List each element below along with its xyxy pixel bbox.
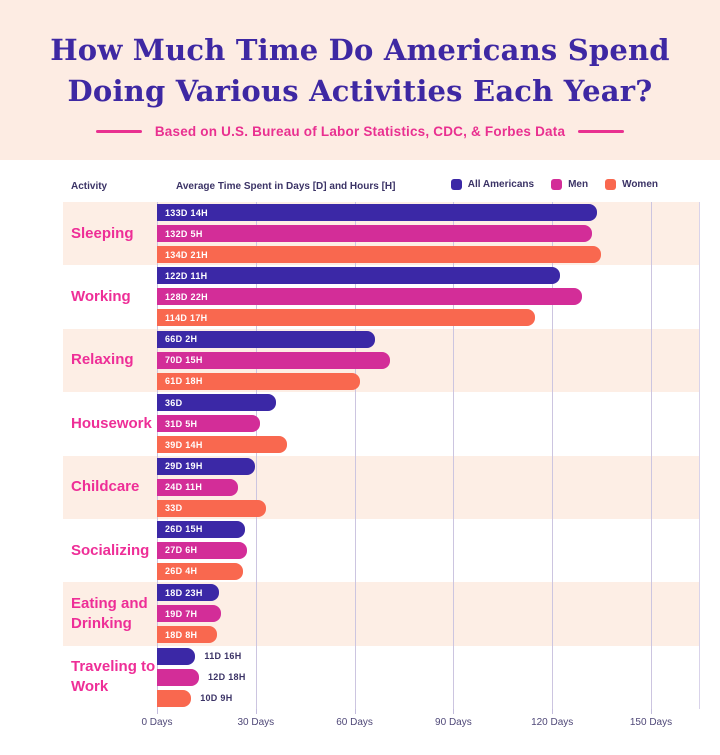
bar-all-americans [157, 458, 255, 475]
legend-label: Men [568, 179, 589, 190]
bar-value-label: 39D 14H [165, 439, 203, 450]
row-band-socializing [63, 519, 700, 582]
activity-label: Housework [71, 414, 152, 432]
bar-group [157, 458, 266, 521]
row-band-sleeping [63, 202, 700, 265]
bar-women [157, 626, 217, 643]
bar-group [157, 394, 287, 457]
legend-item-men [551, 179, 588, 190]
bar-value-label: 128D 22H [165, 291, 208, 302]
row-band-relaxing [63, 329, 700, 392]
activity-label: Sleeping [71, 224, 134, 242]
row-band-working [63, 265, 700, 328]
activity-label: Childcare [71, 478, 140, 496]
bar-value-label: 133D 14H [165, 207, 208, 218]
bar-men [157, 669, 199, 686]
bar-row [157, 352, 390, 369]
bar-all-americans [157, 584, 219, 601]
bar-row [157, 584, 221, 601]
bar-row [157, 479, 266, 496]
bar-all-americans [157, 331, 375, 348]
bar-group [157, 584, 221, 647]
legend-label: Women [622, 179, 658, 190]
bar-men [157, 605, 221, 622]
bar-women [157, 373, 360, 390]
page-title-line-2: Doing Various Activities Each Year? [67, 74, 653, 108]
bar-all-americans [157, 394, 276, 411]
axis-title: Average Time Spent in Days [D] and Hours [H] [176, 181, 396, 192]
bar-women [157, 309, 535, 326]
bar-men [157, 225, 592, 242]
chart-header-row [63, 172, 700, 202]
bar-value-label: 18D 23H [165, 587, 203, 598]
bar-row [157, 331, 390, 348]
bar-value-label: 29D 19H [165, 461, 203, 471]
all-americans-swatch-icon [451, 179, 462, 190]
axis-tick [256, 709, 257, 714]
plot-right-border [699, 202, 700, 709]
bar-group [157, 267, 582, 330]
bar-value-label: 19D 7H [165, 608, 198, 619]
bar-value-label: 61D 18H [165, 376, 203, 387]
activity-label: Relaxing [71, 351, 134, 369]
bar-value-label: 33D [165, 503, 183, 513]
bar-row [157, 436, 287, 453]
bar-row [157, 669, 246, 686]
bar-group [157, 331, 390, 394]
bar-value-label: 10D 9H [200, 693, 233, 704]
women-swatch-icon [605, 179, 616, 190]
bar-row [157, 521, 247, 538]
bar-women [157, 690, 191, 707]
legend-item-women [605, 179, 658, 190]
subtitle-row [0, 124, 720, 139]
row-band-eating-and-drinking [63, 582, 700, 645]
legend-label: All Americans [467, 179, 535, 190]
bar-value-label: 26D 4H [165, 566, 198, 577]
bar-men [157, 415, 260, 432]
bar-all-americans [157, 648, 195, 665]
bar-value-label: 134D 21H [165, 249, 208, 260]
subtitle: Based on U.S. Bureau of Labor Statistics, CDC, & Forbes Data [154, 124, 566, 139]
bar-women [157, 246, 601, 263]
subtitle-left-dash [96, 130, 142, 133]
row-band-housework [63, 392, 700, 455]
gridline [651, 202, 652, 709]
bar-women [157, 436, 287, 453]
x-axis-label: 0 Days [141, 717, 173, 728]
bar-row [157, 204, 601, 221]
axis-tick [651, 709, 652, 714]
subtitle-right-dash [578, 130, 624, 133]
bar-men [157, 288, 582, 305]
activity-label: Eating and Drinking [71, 594, 148, 632]
bar-value-label: 26D 15H [165, 524, 203, 535]
bar-value-label: 36D [165, 397, 183, 408]
bar-row [157, 246, 601, 263]
header [0, 0, 720, 160]
bar-value-label: 27D 6H [165, 545, 198, 556]
bar-row [157, 288, 582, 305]
axis-tick [453, 709, 454, 714]
page-title-line-1: How Much Time Do Americans Spend [50, 33, 670, 67]
row-band-childcare [63, 456, 700, 519]
bar-row [157, 542, 247, 559]
bar-row [157, 373, 390, 390]
axis-tick [552, 709, 553, 714]
bar-row [157, 458, 266, 475]
plot-area [63, 202, 700, 732]
bar-value-label: 24D 11H [165, 482, 203, 492]
bar-all-americans [157, 267, 560, 284]
x-axis-label: 120 Days [531, 717, 574, 728]
x-axis-label: 60 Days [336, 717, 373, 728]
bar-all-americans [157, 521, 245, 538]
bar-row [157, 394, 287, 411]
bar-value-label: 114D 17H [165, 312, 208, 323]
bar-row [157, 563, 247, 580]
men-swatch-icon [551, 179, 562, 190]
row-band-traveling-to-work [63, 646, 700, 709]
bar-group [157, 204, 601, 267]
bar-all-americans [157, 204, 597, 221]
bar-row [157, 309, 582, 326]
bar-row [157, 690, 246, 707]
bar-women [157, 563, 243, 580]
bar-chart [63, 172, 700, 732]
activity-column-header: Activity [71, 181, 108, 192]
bar-value-label: 122D 11H [165, 270, 208, 281]
activity-label: Working [71, 288, 131, 306]
x-axis-label: 90 Days [435, 717, 472, 728]
x-axis-label: 150 Days [629, 717, 673, 728]
axis-tick [355, 709, 356, 714]
legend-item-all-americans [451, 179, 534, 190]
bar-men [157, 479, 238, 496]
bar-value-label: 11D 16H [204, 651, 242, 662]
activity-label: Traveling to Work [71, 658, 156, 696]
bar-value-label: 66D 2H [165, 334, 198, 345]
bar-row [157, 605, 221, 622]
bar-value-label: 132D 5H [165, 228, 203, 239]
bar-value-label: 70D 15H [165, 355, 203, 366]
bar-row [157, 626, 221, 643]
bar-value-label: 12D 18H [208, 672, 246, 683]
bar-row [157, 225, 601, 242]
legend [451, 179, 658, 190]
bar-row [157, 267, 582, 284]
bar-men [157, 352, 390, 369]
activity-label: Socializing [71, 541, 150, 559]
bar-row [157, 415, 287, 432]
bar-group [157, 648, 246, 711]
bar-row [157, 648, 246, 665]
bar-women [157, 500, 266, 517]
bar-group [157, 521, 247, 584]
bar-row [157, 500, 266, 517]
bar-men [157, 542, 247, 559]
x-axis-label: 30 Days [237, 717, 275, 728]
bar-value-label: 31D 5H [165, 418, 198, 429]
bar-value-label: 18D 8H [165, 629, 198, 640]
